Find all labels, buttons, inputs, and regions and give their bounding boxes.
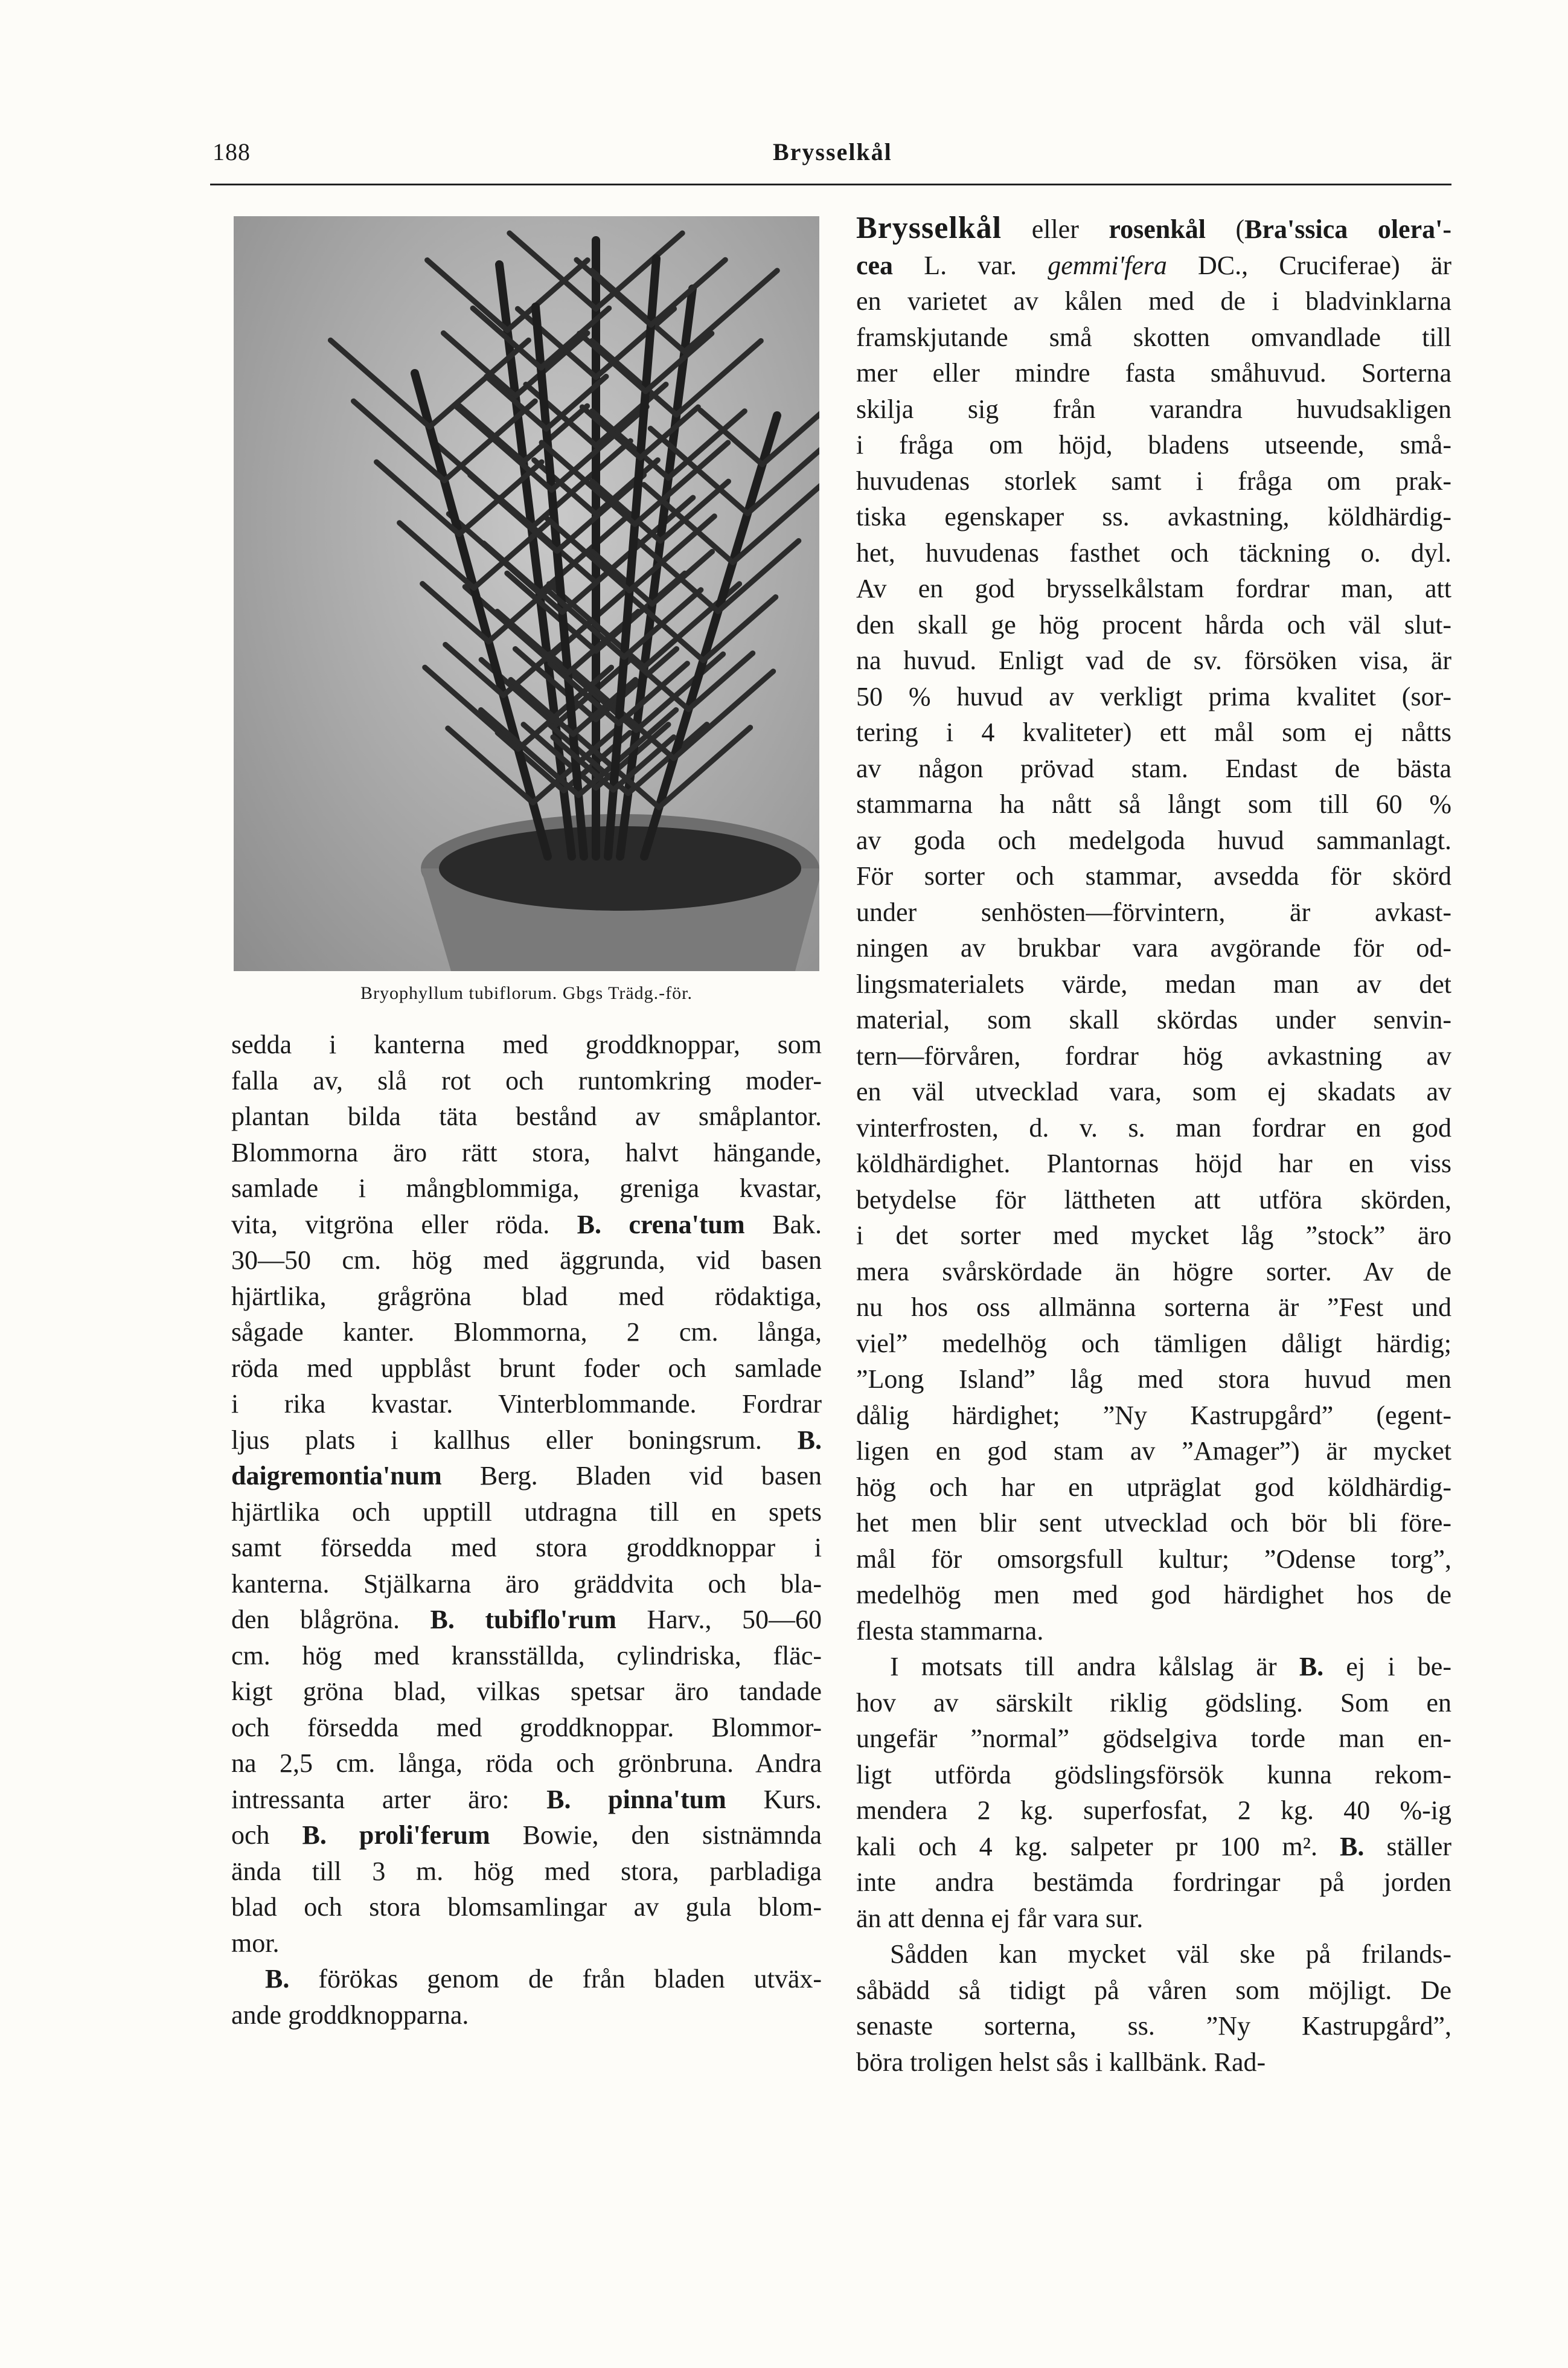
bold-term: Brysselkål — [856, 211, 1002, 245]
text-line — [231, 1314, 822, 1350]
text-run: Blommorna äro rätt stora, halvt hängande, — [231, 1137, 822, 1167]
bold-term: B. tubiflo'rum — [430, 1605, 616, 1634]
text-run: lingsmaterialets värde, medan man av det — [856, 969, 1451, 999]
text-run: ligen en god stam av ”Amager”) är mycket — [856, 1436, 1451, 1466]
text-line — [856, 355, 1451, 391]
text-line — [856, 210, 1451, 248]
text-line — [231, 1566, 822, 1602]
text-line — [856, 391, 1451, 428]
text-line — [231, 1638, 822, 1674]
bold-term: cea — [856, 250, 894, 280]
text-run: kali och 4 kg. salpeter pr 100 m². — [856, 1831, 1340, 1861]
text-line — [856, 1361, 1451, 1397]
plant-leaf — [507, 260, 587, 330]
right-column — [856, 210, 1451, 2080]
text-run: i rika kvastar. Vinterblommande. Fordrar — [231, 1389, 822, 1419]
bold-term: B. proli'ferum — [302, 1820, 490, 1850]
text-run: kigt gröna blad, vilkas spetsar äro tandade — [231, 1677, 822, 1706]
text-run: För sorter och stammar, avsedda för skörd — [856, 861, 1451, 891]
text-run: Bowie, den sistnämnda — [490, 1820, 822, 1850]
text-line — [856, 499, 1451, 535]
text-run: na 2,5 cm. långa, röda och grönbruna. Andra — [231, 1748, 822, 1778]
text-line — [231, 1889, 822, 1925]
text-line — [856, 1433, 1451, 1469]
plant-leaf — [534, 460, 596, 515]
text-line — [856, 1613, 1451, 1649]
header-rule — [210, 184, 1451, 185]
text-run: och — [231, 1820, 302, 1850]
text-run: 30—50 cm. hög med äggrunda, vid basen — [231, 1245, 822, 1275]
text-line — [856, 1972, 1451, 2009]
text-run: het men blir sent utvecklad och bör bli före- — [856, 1508, 1451, 1538]
italic-term: gemmi'fera — [1048, 250, 1167, 280]
text-run: dålig härdighet; ”Ny Kastrupgård” (egent- — [856, 1400, 1451, 1430]
bold-term: B. — [1340, 1831, 1365, 1861]
text-run: inte andra bestämda fordringar på jorden — [856, 1867, 1451, 1897]
text-line — [856, 571, 1451, 607]
text-line — [856, 1254, 1451, 1290]
text-line — [856, 1685, 1451, 1721]
text-run: ande groddknopparna. — [231, 2000, 469, 2030]
text-run: ända till 3 m. hög med stora, parbladiga — [231, 1856, 822, 1886]
text-line — [231, 1350, 822, 1387]
text-line — [856, 930, 1451, 966]
plant-leaf — [596, 233, 682, 309]
text-run: av någon prövad stam. Endast de bästa — [856, 753, 1451, 783]
text-run: ligt utförda gödslingsförsök kunna rekom- — [856, 1759, 1451, 1789]
text-line — [856, 607, 1451, 643]
text-run: stammarna ha nått så långt som till 60 % — [856, 789, 1451, 819]
text-line — [231, 1602, 822, 1638]
text-line — [856, 1326, 1451, 1362]
bold-term: B. — [265, 1964, 290, 1994]
text-run: den blågröna. — [231, 1605, 430, 1634]
text-line — [856, 1218, 1451, 1254]
text-run: blad och stora blomsamlingar av gula blom- — [231, 1892, 822, 1922]
text-run: hjärtlika och upptill utdragna till en spets — [231, 1497, 822, 1527]
text-line — [856, 894, 1451, 931]
text-line — [231, 1925, 822, 1962]
text-line — [856, 1829, 1451, 1865]
text-line — [856, 1038, 1451, 1074]
text-run: ( — [1205, 214, 1245, 244]
text-line — [231, 1997, 822, 2033]
text-run: material, som skall skördas under senvin- — [856, 1005, 1451, 1035]
text-line — [856, 283, 1451, 319]
text-run: Harv., 50—60 — [616, 1605, 822, 1634]
text-run: ställer — [1364, 1831, 1451, 1861]
text-line — [856, 1289, 1451, 1326]
text-line — [856, 823, 1451, 859]
bold-term: rosenkål — [1109, 214, 1206, 244]
text-line — [231, 1135, 822, 1171]
text-line — [231, 1279, 822, 1315]
text-line — [856, 1146, 1451, 1182]
text-line — [231, 1458, 822, 1494]
text-line — [856, 427, 1451, 463]
text-run: mor. — [231, 1928, 280, 1958]
text-line — [231, 1817, 822, 1853]
text-line — [856, 1721, 1451, 1757]
text-run: Av en god brysselkålstam fordrar man, att — [856, 574, 1451, 603]
text-line — [856, 1541, 1451, 1577]
text-run: mendera 2 kg. superfosfat, 2 kg. 40 %-ig — [856, 1795, 1451, 1825]
bold-term: B. — [797, 1425, 822, 1455]
text-run: eller — [1002, 214, 1109, 244]
text-line — [856, 643, 1451, 679]
text-run: cm. hög med kransställda, cylindriska, fläc- — [231, 1640, 822, 1670]
text-run: L. var. — [893, 250, 1048, 280]
text-line — [856, 751, 1451, 787]
text-run: böra troligen helst sås i kallbänk. Rad- — [856, 2047, 1266, 2077]
text-run: ningen av brukbar vara avgörande för od- — [856, 933, 1451, 963]
text-line — [231, 1099, 822, 1135]
text-line — [231, 1207, 822, 1243]
text-line — [856, 1469, 1451, 1506]
bold-term: daigremontia'num — [231, 1461, 442, 1490]
text-run: under senhösten—förvintern, är avkast- — [856, 897, 1451, 927]
text-line — [231, 1530, 822, 1566]
text-run: Sådden kan mycket väl ske på frilands- — [890, 1939, 1451, 1969]
text-line — [231, 1853, 822, 1890]
text-run: sedda i kanterna med groddknoppar, som — [231, 1030, 822, 1059]
text-line — [856, 1110, 1451, 1146]
text-line — [856, 463, 1451, 499]
text-line — [856, 319, 1451, 356]
text-line — [231, 1170, 822, 1207]
bold-term: B. pinna'tum — [546, 1784, 726, 1814]
text-line — [856, 1936, 1451, 1972]
text-run: en varietet av kålen med de i bladvinklarna — [856, 286, 1451, 316]
text-line — [231, 1242, 822, 1279]
text-line — [856, 1792, 1451, 1829]
plant-leaf — [596, 309, 674, 377]
text-line — [856, 1505, 1451, 1541]
text-line — [856, 2044, 1451, 2081]
plant-leaf — [427, 260, 508, 330]
text-run: skilja sig från varandra huvudsakligen — [856, 394, 1451, 424]
text-run: sågade kanter. Blommorna, 2 cm. långa, — [231, 1317, 822, 1347]
text-run: betydelse för lättheten att utföra skörden, — [856, 1184, 1451, 1214]
text-run: köldhärdighet. Plantornas höjd har en viss — [856, 1149, 1451, 1178]
text-line — [856, 858, 1451, 894]
text-run: av goda och medelgoda huvud sammanlagt. — [856, 825, 1451, 855]
text-run: framskjutande små skotten omvandlade till — [856, 322, 1451, 352]
text-line — [856, 1864, 1451, 1901]
text-run: Berg. Bladen vid basen — [441, 1461, 822, 1490]
text-run: ”Long Island” låg med stora huvud men — [856, 1364, 1451, 1394]
text-line — [856, 1901, 1451, 1937]
plant-illustration — [234, 216, 819, 971]
plant-leaf — [510, 233, 596, 309]
text-line — [231, 1673, 822, 1710]
text-run: medelhög men med god härdighet hos de — [856, 1580, 1451, 1609]
text-line — [856, 679, 1451, 715]
text-run: mål för omsorgsfull kultur; ”Odense torg”, — [856, 1544, 1451, 1574]
text-run: vita, vitgröna eller röda. — [231, 1209, 577, 1239]
text-run: förökas genom de från bladen utväx- — [289, 1964, 822, 1994]
text-line — [856, 1757, 1451, 1793]
text-run: såbädd så tidigt på våren som möjligt. De — [856, 1975, 1451, 2005]
text-line — [856, 714, 1451, 751]
page-number: 188 — [213, 138, 251, 165]
text-line — [856, 1649, 1451, 1685]
text-run: en väl utvecklad vara, som ej skadats av — [856, 1077, 1451, 1106]
text-line — [231, 1494, 822, 1530]
text-run: Kurs. — [726, 1784, 822, 1814]
text-run: den skall ge hög procent hårda och väl slut- — [856, 609, 1451, 640]
text-run: het, huvudenas fasthet och täckning o. dyl. — [856, 537, 1451, 568]
text-run: i det sorter med mycket låg ”stock” äro — [856, 1221, 1451, 1250]
text-run: viel” medelhög och tämligen dåligt härdig; — [856, 1328, 1451, 1358]
text-line — [231, 1063, 822, 1099]
text-line — [231, 1422, 822, 1458]
text-line — [856, 1397, 1451, 1434]
text-run: tering i 4 kvaliteter) ett mål som ej nåtts — [856, 717, 1451, 747]
text-run: ej i be- — [1323, 1652, 1451, 1681]
text-run: tern—förvåren, fordrar hög avkastning av — [856, 1041, 1451, 1071]
text-run: än att denna ej får vara sur. — [856, 1903, 1144, 1933]
text-run: huvudenas storlek samt i fråga om prak- — [856, 466, 1451, 496]
text-run: DC., Cruciferae) är — [1166, 250, 1451, 280]
plant-photo — [234, 216, 819, 971]
text-line — [231, 1710, 822, 1746]
figure-caption: Bryophyllum tubiflorum. Gbgs Trädg.-för. — [360, 983, 693, 1003]
text-line — [856, 535, 1451, 571]
text-line — [856, 966, 1451, 1003]
text-line — [856, 1074, 1451, 1110]
text-run: ljus plats i kallhus eller boningsrum. — [231, 1425, 798, 1455]
text-run: mer eller mindre fasta småhuvud. Sorterna — [856, 358, 1451, 388]
text-run: röda med uppblåst brunt foder och samlade — [231, 1353, 822, 1383]
text-line — [856, 248, 1451, 284]
plant-leaf — [484, 543, 562, 612]
text-run: senaste sorterna, ss. ”Ny Kastrupgård”, — [856, 2011, 1451, 2041]
text-run: mera svårskördade än högre sorter. Av de — [856, 1256, 1451, 1286]
text-run: falla av, slå rot och runtomkring moder- — [231, 1065, 822, 1096]
text-run: i fråga om höjd, bladens utseende, små- — [856, 430, 1451, 460]
text-line — [231, 1782, 822, 1818]
text-run: kanterna. Stjälkarna äro gräddvita och bla- — [231, 1568, 822, 1599]
text-line — [231, 1386, 822, 1422]
bold-term: B. — [1299, 1652, 1324, 1681]
text-line — [856, 786, 1451, 823]
plant-leaf — [631, 597, 703, 661]
text-run: tiska egenskaper ss. avkastning, köldhärdig- — [856, 502, 1451, 531]
text-line — [231, 1745, 822, 1782]
running-title: Brysselkål — [773, 138, 892, 165]
text-run: intressanta arter äro: — [231, 1784, 547, 1814]
text-run: hög och har en utpräglat god köldhärdig- — [856, 1472, 1451, 1502]
bold-term: Bra'ssica olera'- — [1244, 214, 1451, 244]
text-run: samt försedda med stora groddknoppar i — [231, 1533, 822, 1562]
text-line — [856, 2008, 1451, 2044]
text-line — [856, 1002, 1451, 1038]
text-run: na huvud. Enligt vad de sv. försöken visa, är — [856, 646, 1451, 675]
text-run: samlade i mångblommiga, greniga kvastar, — [231, 1173, 822, 1203]
text-run: flesta stammarna. — [856, 1616, 1044, 1646]
text-run: hjärtlika, grågröna blad med rödaktiga, — [231, 1281, 822, 1311]
left-column — [231, 1027, 822, 2033]
text-run: och försedda med groddknoppar. Blommor- — [231, 1712, 822, 1742]
text-run: hov av särskilt riklig gödsling. Som en — [856, 1687, 1451, 1718]
text-run: I motsats till andra kålslag är — [890, 1652, 1299, 1681]
text-run: nu hos oss allmänna sorterna är ”Fest und — [856, 1292, 1451, 1322]
text-run: ungefär ”normal” gödselgiva torde man en- — [856, 1724, 1451, 1753]
text-line — [856, 1577, 1451, 1613]
text-line — [231, 1961, 822, 1997]
text-line — [856, 1182, 1451, 1218]
bold-term: B. crena'tum — [577, 1209, 745, 1239]
text-run: vinterfrosten, d. v. s. man fordrar en god — [856, 1112, 1451, 1143]
text-run: 50 % huvud av verkligt prima kvalitet (sor- — [856, 681, 1451, 711]
text-run: plantan bilda täta bestånd av småplantor. — [231, 1102, 822, 1131]
text-run: Bak. — [744, 1209, 822, 1239]
text-line — [231, 1027, 822, 1063]
